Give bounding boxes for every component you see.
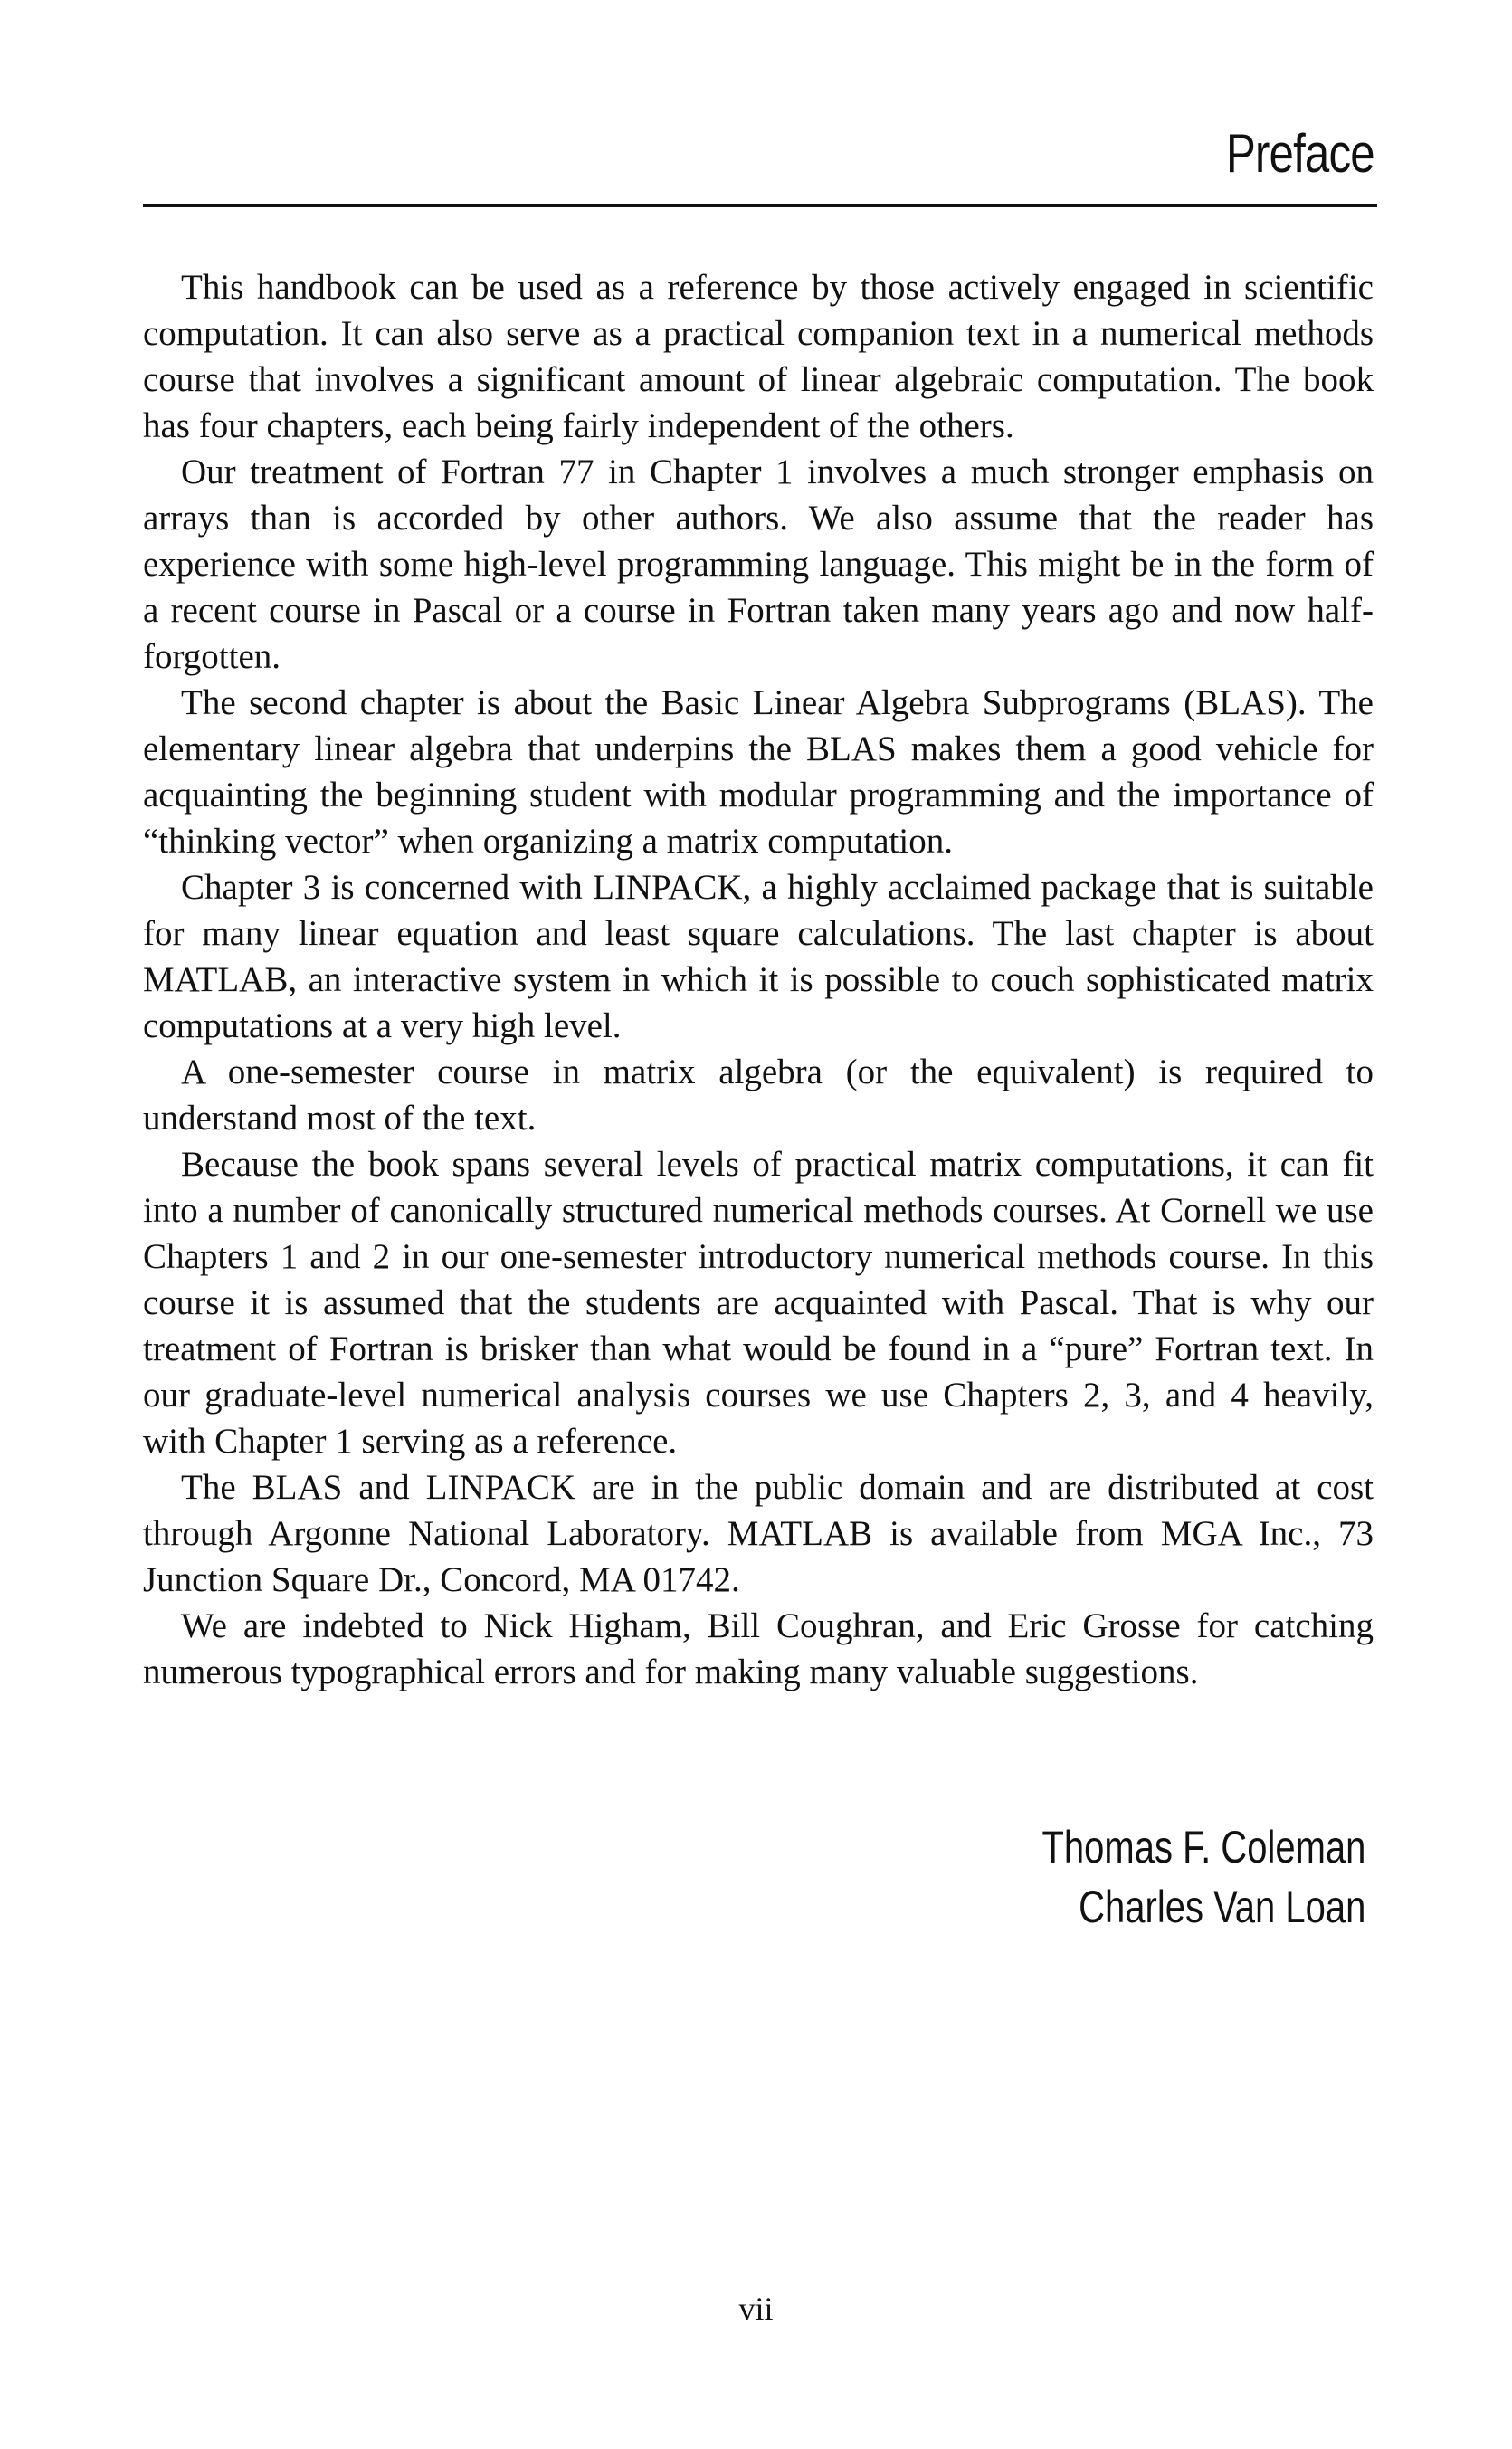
paragraph-6: Because the book spans several levels of practical matrix computations, it can fit into a number of canonically structured numerical methods courses. At Cornell we use Chapters 1 and 2 in our one-semester introductory numerical methods course. In this course it is assumed that the students are acquainted with Pascal. That is why our treatment of Fortran is brisker than what would be found in a “pure” Fortran text. In our graduate-level numerical analysis courses we use Chapters 2, 3, and 4 heavily, with Chapter 1 serving as a reference. [143, 1145, 1374, 1461]
author-name: Thomas F. Coleman [1041, 1822, 1365, 1872]
page-number: vii [738, 2291, 774, 2327]
paragraph-7: The BLAS and LINPACK are in the public domain and are distributed at cost through Argonne National Laboratory. MATLAB is available from MGA Inc., 73 Junction Square Dr., Concord, MA 01742. [143, 1468, 1374, 1599]
paragraph-5: A one-semester course in matrix algebra (or the equivalent) is required to understand most of the text. [143, 1053, 1374, 1138]
paragraph-4: Chapter 3 is concerned with LINPACK, a highly acclaimed package that is suitable for many linear equation and least square calculations. The last chapter is about MATLAB, an interactive system in which it is possible to couch sophisticated matrix computations at a very high level. [143, 868, 1374, 1045]
paragraph-2: Our treatment of Fortran 77 in Chapter 1 involves a much stronger emphasis on arrays than is accorded by other authors. We also assume that the reader has experience with some high-level programming language. This might be in the form of a recent course in Pascal or a course in Fortran taken many years ago and now half-forgotten. [143, 453, 1374, 676]
paragraph-1: This handbook can be used as a reference by those actively engaged in scientific computation. It can also serve as a practical companion text in a numerical methods course that involves a significant amount of linear algebraic computation. The book has four chapters, each being fairly independent of the others. [143, 268, 1374, 445]
paragraph-3: The second chapter is about the Basic Linear Algebra Subprograms (BLAS). The elementary linear algebra that underpins the BLAS makes them a good vehicle for acquainting the beginning student with modular programming and the importance of “thinking vector” when organizing a matrix computation. [143, 683, 1374, 861]
signature-block [1041, 1817, 1365, 1937]
preface-body [143, 264, 1374, 1695]
header-rule [143, 204, 1377, 207]
author-name: Charles Van Loan [1078, 1882, 1365, 1932]
paragraph-8: We are indebted to Nick Higham, Bill Coughran, and Eric Grosse for catching numerous typographical errors and for making many valuable suggestions. [143, 1606, 1374, 1691]
page-title: Preface [1226, 123, 1374, 184]
